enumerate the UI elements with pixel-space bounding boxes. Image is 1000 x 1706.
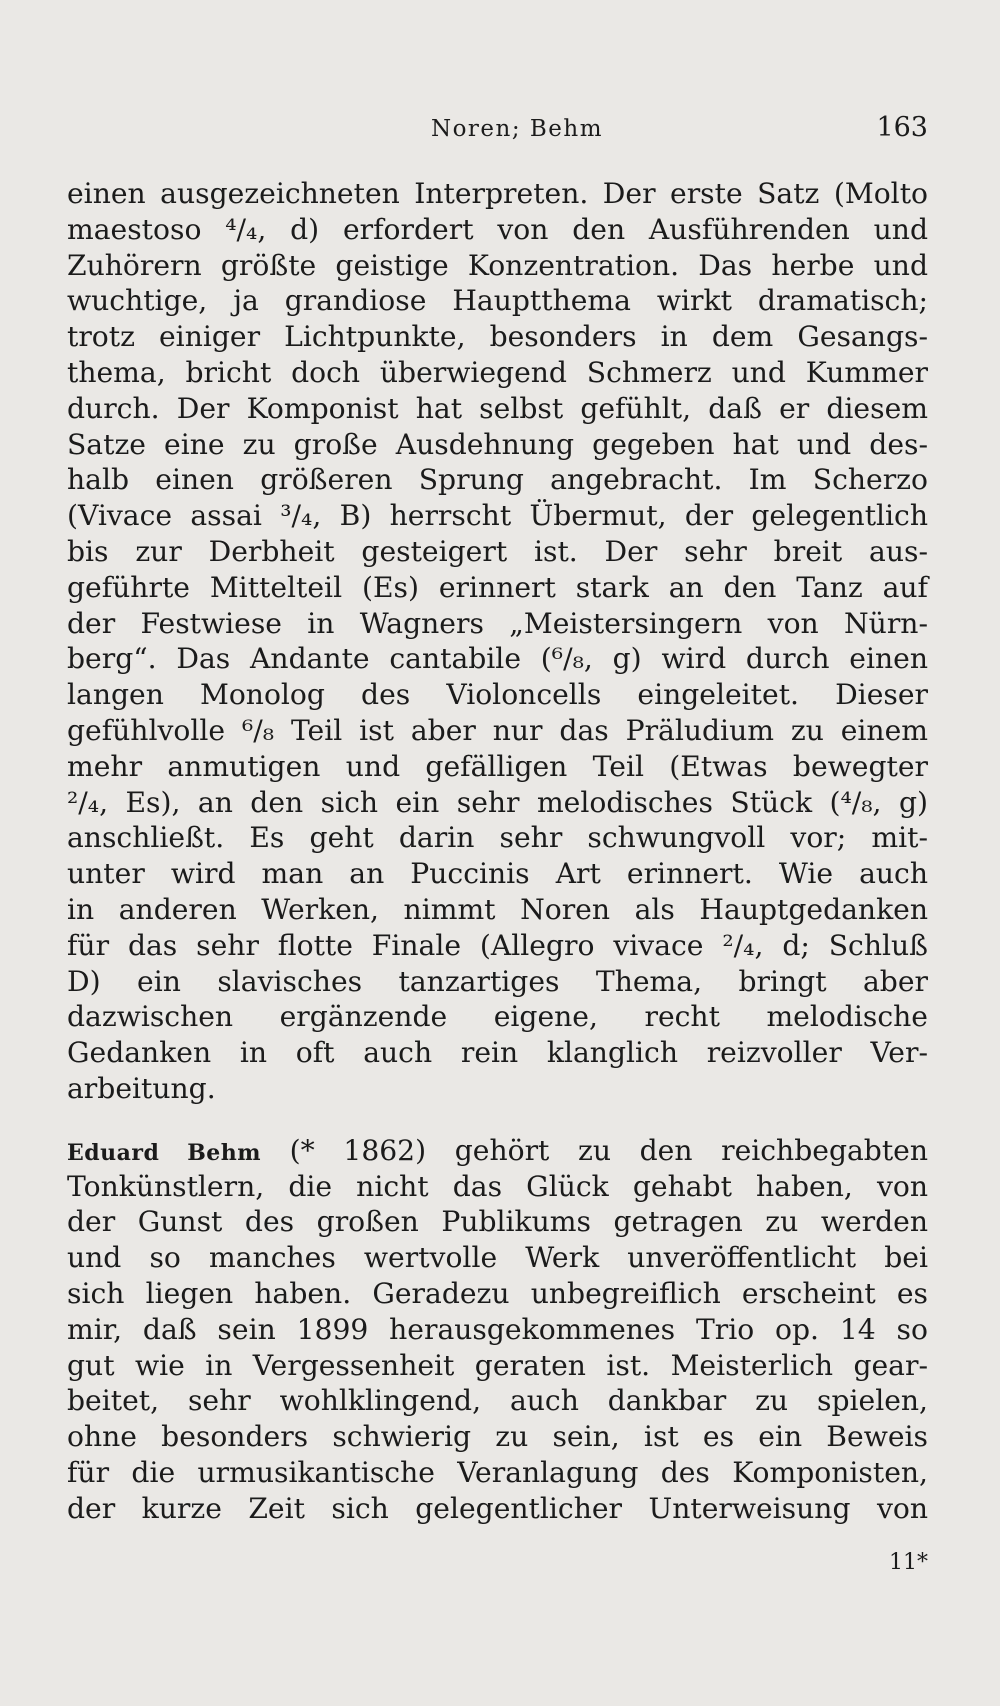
page-number: 163 bbox=[876, 112, 928, 143]
paragraph-behm bbox=[67, 1133, 928, 1527]
text-line: maestoso ⁴/₄, d) erfordert von den Ausführenden und bbox=[67, 212, 928, 246]
text-line: anschließt. Es geht darin sehr schwungvoll vor; mit- bbox=[67, 821, 928, 855]
text-line: wuchtige, ja grandiose Hauptthema wirkt dramatisch; bbox=[67, 284, 928, 318]
text-line: gut wie in Vergessenheit geraten ist. Meisterlich gear- bbox=[67, 1348, 928, 1382]
text-line: D) ein slavisches tanzartiges Thema, bringt aber bbox=[67, 964, 928, 998]
text-line: langen Monolog des Violoncells eingeleitet. Dieser bbox=[67, 678, 928, 712]
text-line: Gedanken in oft auch rein klanglich reizvoller Ver- bbox=[67, 1036, 928, 1070]
text-line: arbeitung. bbox=[67, 1071, 216, 1105]
body-text bbox=[67, 176, 928, 1526]
text-line: dazwischen ergänzende eigene, recht melodische bbox=[67, 1000, 928, 1034]
composer-name: Eduard Behm bbox=[67, 1139, 262, 1166]
paragraph-noren bbox=[67, 176, 928, 1107]
text-line: thema, bricht doch überwiegend Schmerz und Kummer bbox=[67, 355, 928, 389]
text-line: ohne besonders schwierig zu sein, ist es ein Beweis bbox=[67, 1420, 928, 1454]
text-line: unter wird man an Puccinis Art erinnert. Wie auch bbox=[67, 857, 928, 891]
signature-mark: 11* bbox=[889, 1550, 928, 1575]
text-line bbox=[67, 1133, 928, 1169]
text-line: durch. Der Komponist hat selbst gefühlt, daß er diesem bbox=[67, 391, 928, 425]
paragraph-gap bbox=[67, 1107, 928, 1133]
text-line: halb einen größeren Sprung angebracht. Im Scherzo bbox=[67, 463, 928, 497]
text-line: der Festwiese in Wagners „Meistersingern von Nürn- bbox=[67, 606, 928, 640]
text-line: Satze eine zu große Ausdehnung gegeben hat und des- bbox=[67, 427, 928, 461]
text-line: (Vivace assai ³/₄, B) herrscht Übermut, der gelegentlich bbox=[67, 499, 928, 533]
text-line: sich liegen haben. Geradezu unbegreiflich erscheint es bbox=[67, 1276, 928, 1310]
text-line: beitet, sehr wohlklingend, auch dankbar zu spielen, bbox=[67, 1384, 928, 1418]
first-line-rest: (* 1862) gehört zu den reichbegabten bbox=[261, 1133, 928, 1167]
text-line: mehr anmutigen und gefälligen Teil (Etwas bewegter bbox=[67, 749, 928, 783]
text-line: Tonkünstlern, die nicht das Glück gehabt haben, von bbox=[67, 1169, 928, 1203]
text-line: geführte Mittelteil (Es) erinnert stark an den Tanz auf bbox=[67, 570, 928, 604]
text-line: und so manches wertvolle Werk unveröffentlicht bei bbox=[67, 1241, 928, 1275]
text-line: der kurze Zeit sich gelegentlicher Unterweisung von bbox=[67, 1491, 928, 1525]
text-line: Zuhörern größte geistige Konzentration. Das herbe und bbox=[67, 248, 928, 282]
text-line: einen ausgezeichneten Interpreten. Der erste Satz (Molto bbox=[67, 177, 928, 210]
text-line: für das sehr flotte Finale (Allegro vivace ²/₄, d; Schluß bbox=[67, 928, 928, 962]
text-line: berg“. Das Andante cantabile (⁶/₈, g) wird durch einen bbox=[67, 642, 928, 676]
page-header bbox=[66, 112, 928, 152]
text-line: trotz einiger Lichtpunkte, besonders in dem Gesangs- bbox=[67, 320, 928, 354]
text-line: bis zur Derbheit gesteigert ist. Der sehr breit aus- bbox=[67, 534, 928, 568]
text-line: für die urmusikantische Veranlagung des Komponisten, bbox=[67, 1455, 928, 1489]
text-line: in anderen Werken, nimmt Noren als Hauptgedanken bbox=[67, 892, 928, 926]
text-line: der Gunst des großen Publikums getragen zu werden bbox=[67, 1205, 928, 1239]
running-head: Noren; Behm bbox=[430, 116, 604, 142]
text-line: gefühlvolle ⁶/₈ Teil ist aber nur das Präludium zu einem bbox=[67, 713, 928, 747]
text-line: mir, daß sein 1899 herausgekommenes Trio op. 14 so bbox=[67, 1312, 928, 1346]
text-line: ²/₄, Es), an den sich ein sehr melodisches Stück (⁴/₈, g) bbox=[67, 785, 928, 819]
